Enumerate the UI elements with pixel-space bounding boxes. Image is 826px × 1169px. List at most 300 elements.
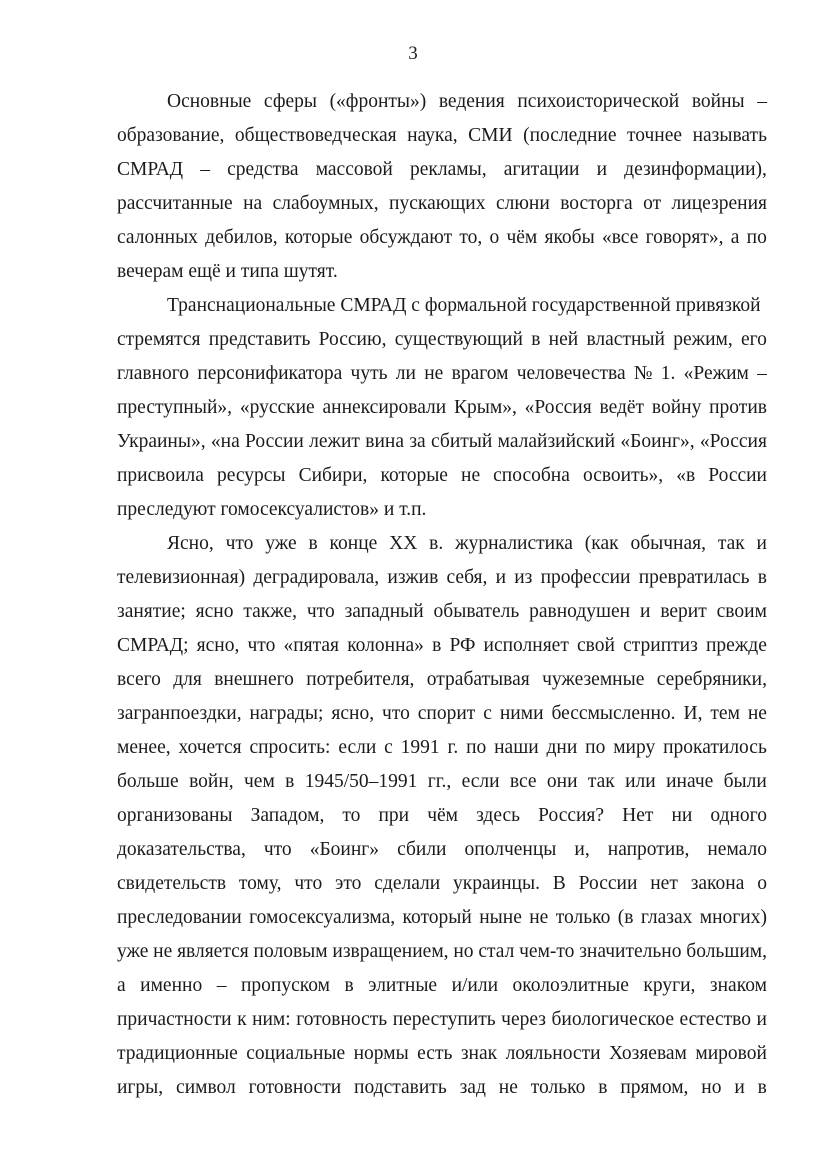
paragraph (117, 527, 767, 1105)
text-run: в (344, 975, 354, 996)
text-run: наши (494, 737, 539, 758)
text-run: СМРАД; (117, 635, 189, 656)
text-run: сбили (397, 839, 447, 860)
text-run: «Боинг», (620, 431, 695, 452)
text-run: в (531, 329, 541, 350)
text-run: не (153, 941, 173, 962)
text-run: если (338, 737, 377, 758)
text-run: не (498, 1077, 518, 1098)
text-run: обыватель (433, 601, 520, 622)
text-run: спорит (417, 703, 476, 724)
text-run: «Боинг» (309, 839, 380, 860)
text-run: при (378, 805, 410, 826)
text-line (117, 289, 767, 323)
text-run: в. (429, 533, 444, 554)
text-line (117, 697, 767, 731)
text-run: властный (586, 329, 665, 350)
text-run: Нет (622, 805, 654, 826)
text-run: наука, (407, 125, 458, 146)
text-run: западный (344, 601, 424, 622)
text-run: чужеземные (542, 669, 645, 690)
text-line (117, 765, 767, 799)
text-run: главного (117, 363, 190, 384)
text-run: СМРАД (117, 159, 184, 180)
text-run: так (587, 771, 615, 792)
text-line (117, 425, 767, 459)
text-run: его (740, 329, 767, 350)
text-run: деградировала, (253, 567, 380, 588)
text-run: половым (253, 941, 328, 962)
text-run: серебряники, (656, 669, 767, 690)
text-run: № (633, 363, 653, 384)
text-run: не (529, 907, 549, 928)
text-run: журналистика (455, 533, 573, 554)
text-line (117, 527, 767, 561)
text-run: ясно (195, 601, 234, 622)
text-run: бессмысленно. (551, 703, 676, 724)
text-run: сферы (263, 91, 317, 112)
text-line (117, 595, 767, 629)
text-run: социальные (246, 1043, 346, 1064)
text-run: Сибири, (298, 465, 368, 486)
text-run: в (432, 635, 442, 656)
text-run: – (216, 975, 227, 996)
text-run: человечества (516, 363, 626, 384)
text-run: нормы (353, 1043, 409, 1064)
text-run: одного (710, 805, 767, 826)
text-run: Хозяевам (609, 1043, 687, 1064)
text-run: «на (210, 431, 240, 452)
text-run: знак (460, 1043, 498, 1064)
text-run: обсуждают (359, 227, 453, 248)
text-line (117, 119, 767, 153)
text-run: о (489, 227, 500, 248)
text-run: чём (506, 227, 538, 248)
text-run: И, (683, 703, 703, 724)
text-run: чем (243, 771, 275, 792)
text-run: в (308, 533, 318, 554)
text-run: и (640, 601, 651, 622)
text-run: стал (478, 941, 515, 962)
text-run: присвоила (117, 465, 204, 486)
text-run: больше (117, 771, 179, 792)
text-run: чём (427, 805, 458, 826)
text-run: является (177, 941, 249, 962)
text-run: ясно, (331, 703, 375, 724)
text-run: сбитый (431, 431, 493, 452)
text-run: существующий (394, 329, 523, 350)
text-run: России (708, 465, 767, 486)
text-run: СМИ (468, 125, 513, 146)
text-run: нет (650, 873, 678, 894)
text-run: и (596, 159, 608, 180)
text-run: и (756, 1009, 767, 1030)
text-run: малайзийский (497, 431, 616, 452)
text-run: Украины», (117, 431, 206, 452)
text-run: преступный», (117, 397, 233, 418)
text-run: свидетельств (117, 873, 227, 894)
text-run: ведёт (599, 397, 645, 418)
text-run: награды; (249, 703, 324, 724)
text-run: «русские (239, 397, 315, 418)
text-run: только (555, 907, 611, 928)
text-run: Россию, (318, 329, 387, 350)
text-run: г. (447, 737, 459, 758)
text-run: что (263, 839, 292, 860)
text-run: готовности (248, 1077, 342, 1098)
text-run: – (200, 159, 210, 180)
text-run: через (501, 1009, 546, 1030)
text-run: вина (365, 431, 405, 452)
text-run: с (483, 703, 492, 724)
text-run: якобы (544, 227, 595, 248)
text-run: спросить: (249, 737, 331, 758)
text-line (117, 629, 767, 663)
text-line (117, 1037, 767, 1071)
text-run: ресурсы (216, 465, 286, 486)
text-run: круги, (643, 975, 696, 996)
text-run: режим, (673, 329, 733, 350)
text-run: с (384, 737, 393, 758)
text-run: для (173, 669, 202, 690)
text-run: отрабатывая (426, 669, 530, 690)
text-run: биологическое (551, 1009, 674, 1030)
text-line (117, 153, 767, 187)
text-run: то, (459, 227, 483, 248)
text-run: что (294, 873, 323, 894)
text-run: так (717, 533, 745, 554)
text-run: который (402, 907, 472, 928)
text-run: ясно, (196, 635, 240, 656)
text-run: восторга (560, 193, 633, 214)
text-line (117, 323, 767, 357)
text-run: то (342, 805, 361, 826)
text-run: все (509, 771, 537, 792)
text-run: в (757, 567, 767, 588)
text-run: и (495, 567, 507, 588)
page-number: 3 (408, 43, 418, 64)
text-run: пропуском (240, 975, 330, 996)
text-run: говорят», (645, 227, 724, 248)
text-run: «Россия (699, 431, 767, 452)
text-run: если (461, 771, 500, 792)
text-run: обычная, (630, 533, 706, 554)
text-run: слюни (495, 193, 550, 214)
text-run: а (730, 227, 740, 248)
text-run: «в (676, 465, 696, 486)
text-run: не (461, 465, 481, 486)
text-run: обществоведческая (234, 125, 397, 146)
text-run: чем-то (519, 941, 575, 962)
text-run: они (546, 771, 578, 792)
text-run: – (757, 363, 767, 384)
text-line (117, 901, 767, 935)
text-run: не (424, 363, 444, 384)
text-run: игры, (117, 1077, 164, 1098)
text-run: верит (660, 601, 707, 622)
text-run: Россия? (538, 805, 605, 826)
text-run: войн, (189, 771, 234, 792)
text-run: Крым», (454, 397, 517, 418)
text-run: персонификатора (197, 363, 343, 384)
text-run: врагом (451, 363, 509, 384)
text-run: ними (499, 703, 544, 724)
text-line (117, 221, 767, 255)
text-run: ним: (252, 1009, 291, 1030)
text-run: но (701, 1077, 722, 1098)
text-run: лицезрения (671, 193, 767, 214)
text-run: значительно (579, 941, 682, 962)
text-run: по (585, 737, 606, 758)
text-run: также, (243, 601, 297, 622)
text-run: изжив (387, 567, 439, 588)
text-run: дебилов, (205, 227, 278, 248)
text-run: свой (577, 635, 615, 656)
text-run: внешнего (214, 669, 294, 690)
text-run: (последние (523, 125, 617, 146)
text-run: что (225, 533, 254, 554)
text-line (117, 187, 767, 221)
text-run: что (306, 601, 335, 622)
text-run: России (245, 431, 304, 452)
text-run: доказательства, (117, 839, 246, 860)
text-run: средства (227, 159, 299, 180)
text-run: готовность (296, 1009, 388, 1030)
document-body (117, 85, 767, 1105)
text-line (117, 493, 767, 527)
text-run: по (746, 227, 767, 248)
text-run: менее, (117, 737, 171, 758)
text-run: преследовании (117, 907, 242, 928)
text-run: равнодушен (529, 601, 631, 622)
text-run: слабоумных, (272, 193, 379, 214)
text-run: – (757, 91, 767, 112)
text-run: миру (613, 737, 656, 758)
text-run: за (409, 431, 426, 452)
text-run: (как (584, 533, 619, 554)
text-run: потребителя, (306, 669, 415, 690)
text-run: РФ (449, 635, 476, 656)
text-run: называть (692, 125, 767, 146)
text-run: напротив, (607, 839, 690, 860)
text-run: но (453, 941, 474, 962)
text-run: своим (716, 601, 767, 622)
text-run: в (598, 1077, 608, 1098)
text-run: мировой (695, 1043, 767, 1064)
text-line (117, 663, 767, 697)
text-run: в (757, 1077, 767, 1098)
text-run: войну (651, 397, 702, 418)
text-run: чуть (350, 363, 388, 384)
paragraph (117, 289, 767, 527)
text-run: загранпоездки, (117, 703, 242, 724)
text-run: точнее (626, 125, 683, 146)
text-line (117, 357, 767, 391)
text-run: России (578, 873, 638, 894)
text-run: традиционные (117, 1043, 238, 1064)
text-line (117, 867, 767, 901)
text-run: «пятая (283, 635, 340, 656)
text-run: что (382, 703, 410, 724)
text-run: причастности (117, 1009, 232, 1030)
paragraph (117, 85, 767, 289)
text-run: стриптиз (623, 635, 698, 656)
text-run: ли (395, 363, 416, 384)
text-run: ополченцы (464, 839, 557, 860)
text-line (117, 459, 767, 493)
text-run: и/или (451, 975, 499, 996)
text-run: способна (493, 465, 570, 486)
text-run: сделали (374, 873, 441, 894)
text-line (117, 799, 767, 833)
text-run: организованы (117, 805, 233, 826)
text-run: аннексировали (322, 397, 447, 418)
text-run: к (237, 1009, 247, 1030)
text-run: телевизионная) (117, 567, 246, 588)
text-line (117, 833, 767, 867)
text-run: конце (329, 533, 378, 554)
text-run: уже (265, 533, 297, 554)
text-run: переступить (392, 1009, 496, 1030)
text-run: ней (548, 329, 579, 350)
text-run: дезинформации), (624, 159, 767, 180)
text-run: агитации (503, 159, 580, 180)
text-run: немало (707, 839, 767, 860)
text-run: прямом, (620, 1077, 689, 1098)
text-run: тому, (238, 873, 282, 894)
text-run: рекламы, (409, 159, 487, 180)
text-run: а (117, 975, 126, 996)
text-line (117, 391, 767, 425)
text-run: 1945/50–1991 (304, 771, 418, 792)
text-run: представить (208, 329, 311, 350)
text-run: Основные (167, 91, 252, 112)
text-run: гомосексуализма, (249, 907, 396, 928)
text-run: которые (284, 227, 353, 248)
text-run: и (756, 533, 767, 554)
text-run: Ясно, (167, 533, 214, 554)
text-run: что (247, 635, 276, 656)
text-run: именно (140, 975, 203, 996)
text-run: тем (710, 703, 740, 724)
text-run: украинцы. (453, 873, 540, 894)
text-line (117, 85, 767, 119)
text-run: знаком (709, 975, 767, 996)
text-run: стремятся (117, 329, 201, 350)
text-run: ни (671, 805, 693, 826)
text-run: психоисторической (517, 91, 680, 112)
text-run: закона (690, 873, 745, 894)
text-line (117, 255, 767, 289)
text-run: Западом, (250, 805, 325, 826)
text-run: элитные (368, 975, 438, 996)
text-run: образование, (117, 125, 225, 146)
text-run: околоэлитные (512, 975, 629, 996)
text-run: исполняет (483, 635, 569, 656)
text-line (117, 1071, 767, 1105)
text-run: есть (417, 1043, 453, 1064)
text-run: естество (679, 1009, 751, 1030)
text-run: большим, (686, 941, 767, 962)
text-run: извращением, (332, 941, 449, 962)
text-run: гг., (427, 771, 452, 792)
text-run: себя, (446, 567, 488, 588)
text-run: профессии (540, 567, 631, 588)
text-run: зад (459, 1077, 486, 1098)
text-run: в (285, 771, 295, 792)
text-run: символ (176, 1077, 236, 1098)
text-run: (в (617, 907, 634, 928)
text-run: «Россия (524, 397, 592, 418)
text-run: глазах (640, 907, 693, 928)
text-run: В (552, 873, 566, 894)
text-run: прокатилось (663, 737, 767, 758)
text-run: превратилась (638, 567, 750, 588)
text-run: Транснациональные СМРАД с формальной государственной привязкой (167, 295, 761, 316)
text-line (117, 561, 767, 595)
text-run: массовой (315, 159, 393, 180)
text-run: о (757, 873, 767, 894)
text-line (117, 731, 767, 765)
text-run: лежит (309, 431, 360, 452)
text-run: («фронты») (329, 91, 427, 112)
text-run: прежде (705, 635, 767, 656)
text-run: войны (691, 91, 745, 112)
text-run: рассчитанные (117, 193, 233, 214)
text-run: ныне (479, 907, 522, 928)
text-run: хочется (178, 737, 242, 758)
text-run: и, (574, 839, 590, 860)
text-run: и (734, 1077, 745, 1098)
text-run: из (514, 567, 533, 588)
text-line (117, 1003, 767, 1037)
text-run: колонна» (347, 635, 424, 656)
text-run: иначе (666, 771, 714, 792)
text-run: пускающих (389, 193, 486, 214)
text-run: по (466, 737, 487, 758)
text-line (117, 935, 767, 969)
text-run: XX (389, 533, 418, 554)
text-run: здесь (476, 805, 521, 826)
text-run: «Режим (683, 363, 749, 384)
text-run: которые (380, 465, 448, 486)
text-run: преследуют гомосексуалистов» и т.п. (117, 499, 427, 520)
text-run: не (747, 703, 767, 724)
text-run: «все (601, 227, 639, 248)
text-run: освоить», (582, 465, 664, 486)
text-run: 1991 (400, 737, 440, 758)
text-run: занятие; (117, 601, 186, 622)
text-run: на (243, 193, 263, 214)
text-run: от (643, 193, 662, 214)
text-run: многих) (699, 907, 767, 928)
text-line (117, 969, 767, 1003)
text-run: против (709, 397, 767, 418)
text-run: или (625, 771, 656, 792)
text-run: подставить (354, 1077, 447, 1098)
text-run: салонных (117, 227, 198, 248)
text-run: вечерам ещё и типа шутят. (117, 261, 338, 282)
text-run: уже (117, 941, 149, 962)
text-run: лояльности (505, 1043, 601, 1064)
text-run: ведения (438, 91, 505, 112)
text-run: дни (546, 737, 578, 758)
text-run: только (530, 1077, 586, 1098)
text-run: это (335, 873, 362, 894)
text-run: 1. (660, 363, 676, 384)
text-run: всего (117, 669, 161, 690)
text-run: были (723, 771, 767, 792)
